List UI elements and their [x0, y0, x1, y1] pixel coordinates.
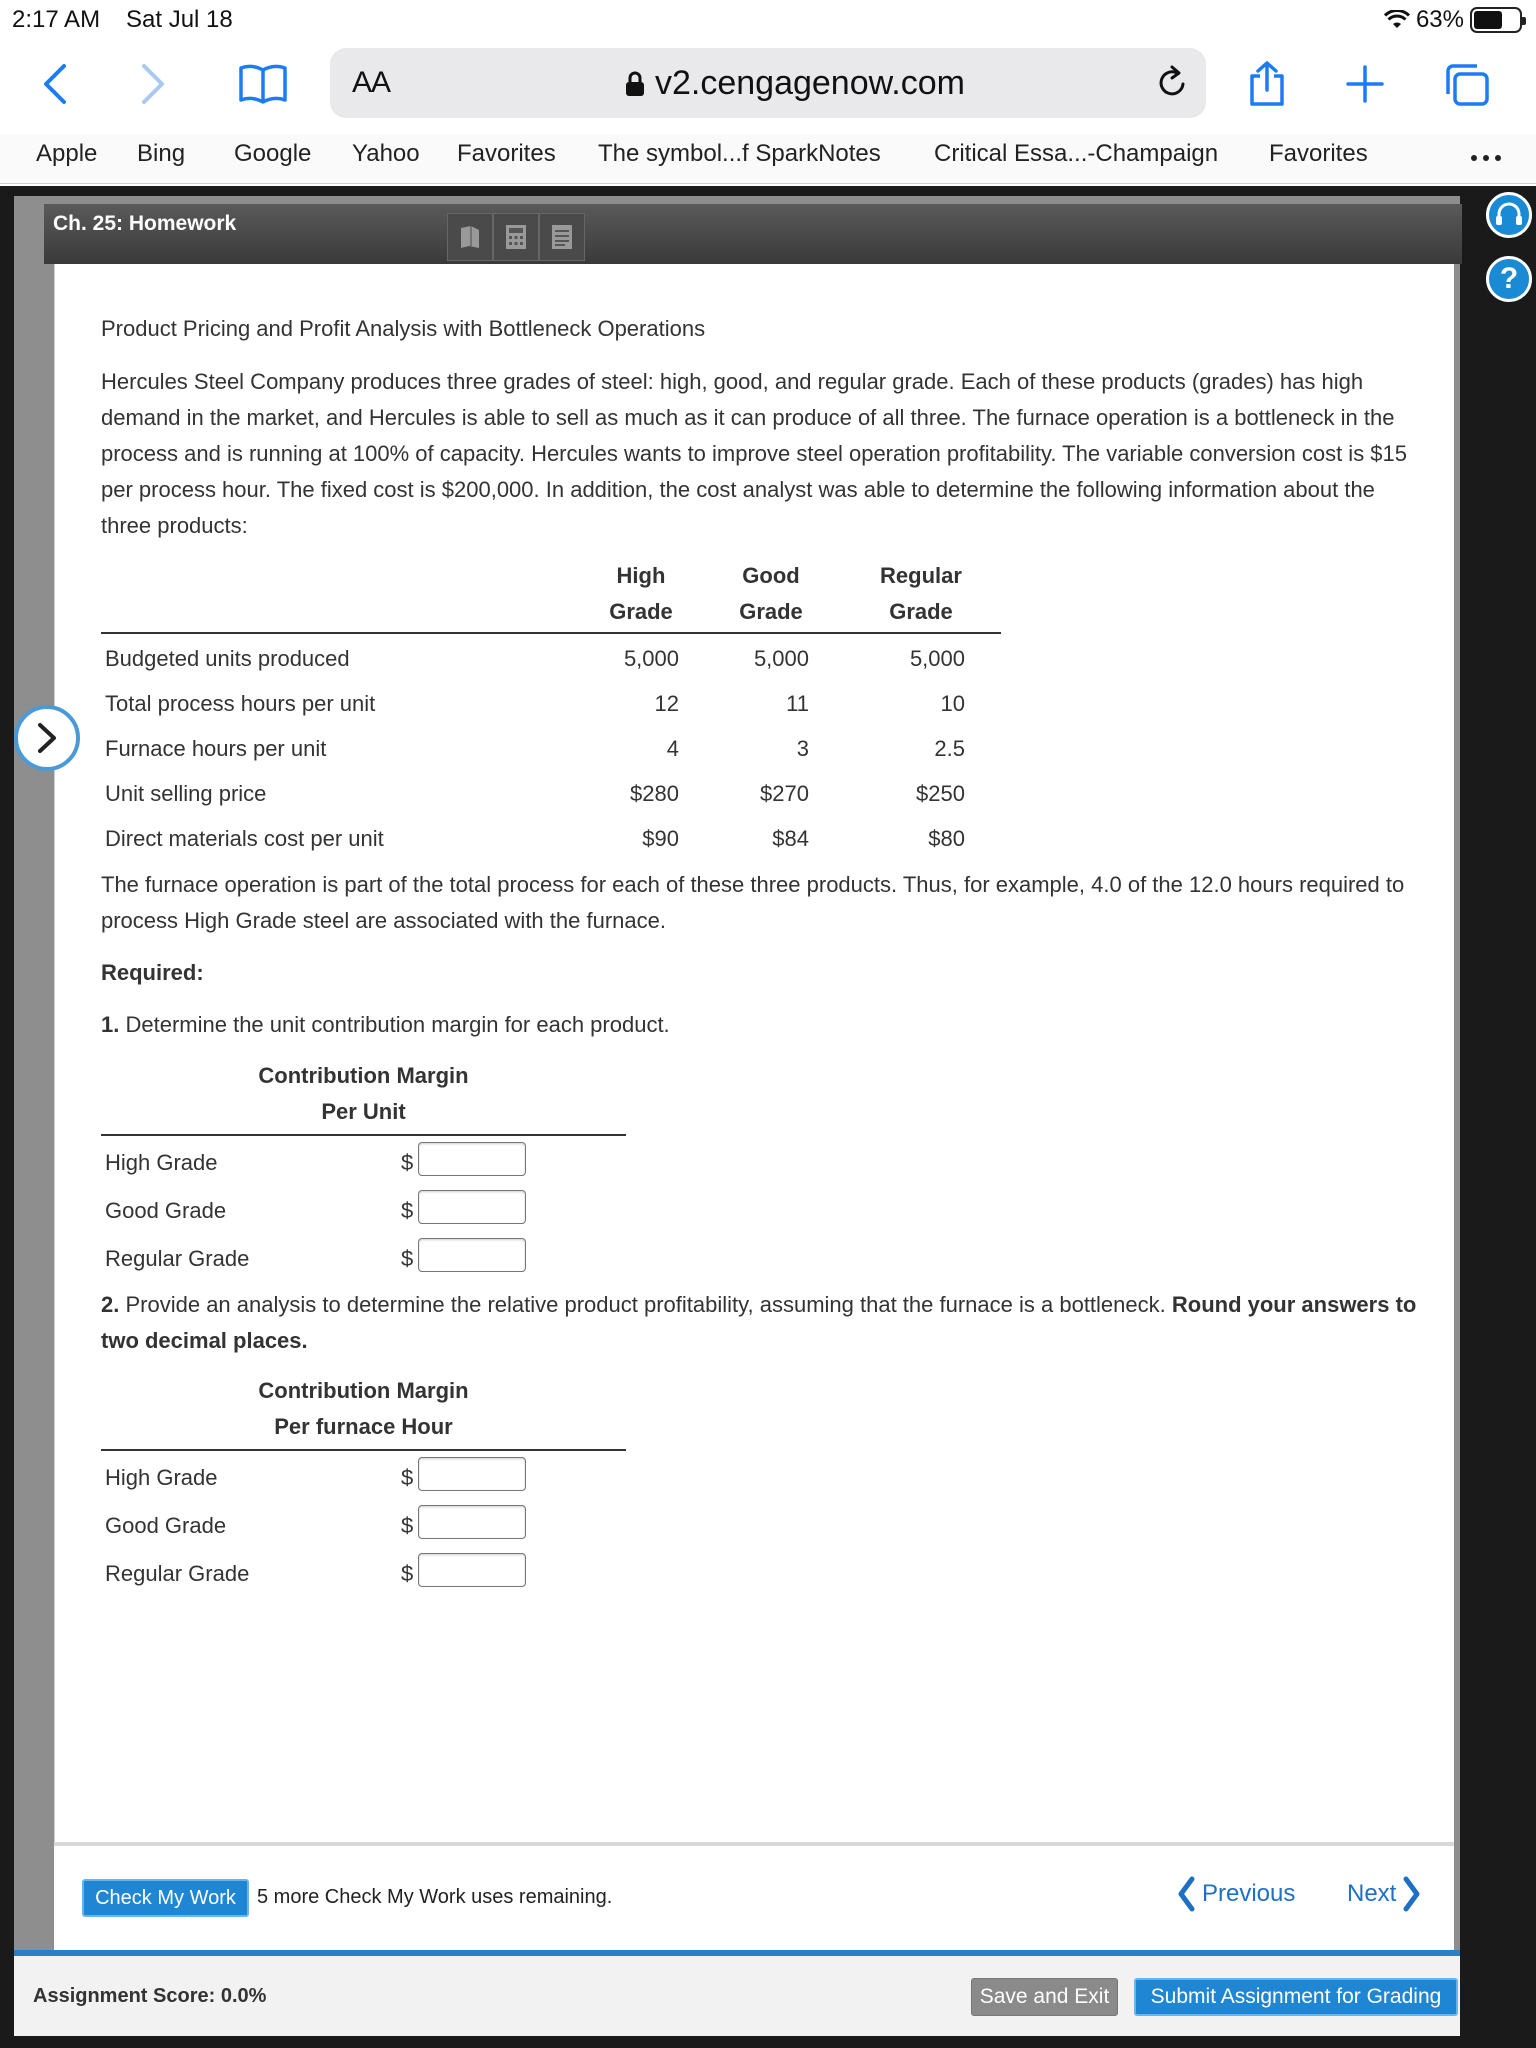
q2-answer-table — [101, 1373, 626, 1593]
back-icon[interactable] — [38, 62, 72, 106]
check-my-work-button[interactable]: Check My Work — [82, 1879, 249, 1917]
expand-panel-button[interactable] — [14, 705, 80, 771]
question-2-number: 2. — [101, 1292, 120, 1317]
required-heading: Required: — [101, 960, 204, 985]
q1-column-header: Contribution Margin Per Unit — [258, 1063, 469, 1124]
explanation-text: The furnace operation is part of the total process for each of these three products. Thus, for example, 4.0 of the 12.0 hours required to process High Grade steel are associated with the furnace. — [101, 872, 1405, 933]
more-icon[interactable] — [1470, 154, 1502, 162]
q2-regular-grade-input[interactable] — [418, 1553, 526, 1587]
chevron-left-icon — [1176, 1876, 1196, 1912]
q1-row-good-grade: Good Grade $ — [105, 1188, 625, 1236]
q1-regular-grade-input[interactable] — [418, 1238, 526, 1272]
favorite-yahoo[interactable]: Yahoo — [352, 140, 420, 167]
url-text: v2.cengagenow.com — [655, 64, 965, 102]
assignment-header — [44, 204, 1462, 264]
previous-button[interactable]: Previous — [1176, 1876, 1295, 1912]
q1-row-regular-grade: Regular Grade $ — [105, 1236, 625, 1284]
status-date: Sat Jul 18 — [126, 6, 233, 33]
status-indicators — [1384, 6, 1522, 34]
table-row: Total process hours per unit 12 11 10 — [105, 691, 965, 716]
problem-intro: Hercules Steel Company produces three grades of steel: high, good, and regular grade. Each of these products (grades) has high demand in the market, and Hercules is able to sell as much as it can produce of all three. The furnace operation is a bottleneck in the process and is running at 100% of capacity. Hercules wants to improve steel operation profitability. The variable conversion cost is $15 per process hour. The fixed cost is $200,000. In addition, the cost analyst was able to determine the following information about the three products: — [101, 369, 1408, 538]
q1-high-grade-input[interactable] — [418, 1142, 526, 1176]
question-1 — [101, 1012, 670, 1038]
help-icon[interactable]: ? — [1486, 256, 1532, 302]
q1-good-grade-input[interactable] — [418, 1190, 526, 1224]
favorite-critical-essay[interactable]: Critical Essa...-Champaign — [934, 140, 1219, 167]
table-rule — [101, 632, 1001, 634]
status-bar — [0, 0, 1536, 40]
q2-high-grade-input[interactable] — [418, 1457, 526, 1491]
q2-row-good-grade: Good Grade $ — [105, 1503, 625, 1551]
support-icon[interactable] — [1486, 192, 1532, 238]
table-row: Furnace hours per unit 4 3 2.5 — [105, 736, 965, 761]
url-display[interactable] — [625, 64, 965, 103]
battery-fill — [1474, 11, 1502, 29]
favorite-apple[interactable]: Apple — [36, 140, 98, 167]
bookmarks-icon[interactable] — [238, 64, 288, 104]
assignment-score: Assignment Score: 0.0% — [33, 1985, 267, 2007]
chevron-right-icon — [1402, 1876, 1422, 1912]
q1-answer-table — [101, 1058, 626, 1278]
problem-title: Product Pricing and Profit Analysis with Bottleneck Operations — [101, 316, 706, 341]
next-button[interactable]: Next — [1347, 1876, 1422, 1912]
question-2-rounding-note: Round your answers to two decimal places. — [101, 1292, 1417, 1353]
question-2 — [101, 1287, 1441, 1359]
favorite-favorites-2[interactable]: Favorites — [1269, 140, 1368, 167]
question-1-text: Determine the unit contribution margin for each product. — [125, 1012, 670, 1037]
chevron-right-icon — [34, 721, 60, 755]
q2-row-regular-grade: Regular Grade $ — [105, 1551, 625, 1599]
column-header-high-grade: High Grade — [609, 563, 673, 624]
forward-icon[interactable] — [136, 62, 170, 106]
lock-icon — [625, 71, 645, 97]
ebook-icon[interactable] — [447, 213, 493, 261]
header-tools — [447, 213, 585, 261]
q1-row-high-grade: High Grade $ — [105, 1140, 625, 1188]
new-tab-icon[interactable] — [1345, 64, 1385, 104]
question-2-text: Provide an analysis to determine the relative product profitability, assuming that the furnace is a bottleneck. — [125, 1292, 1166, 1317]
column-header-regular-grade: Regular Grade — [880, 563, 962, 624]
battery-icon — [1470, 7, 1522, 33]
calculator-icon[interactable] — [493, 213, 539, 261]
table-row: Budgeted units produced 5,000 5,000 5,000 — [105, 646, 965, 671]
table-row: Unit selling price $280 $270 $250 — [105, 781, 965, 806]
address-bar[interactable] — [330, 48, 1206, 118]
share-icon[interactable] — [1246, 60, 1288, 108]
submit-assignment-button[interactable]: Submit Assignment for Grading — [1134, 1978, 1458, 2016]
column-header-good-grade: Good Grade — [739, 563, 803, 624]
reader-options-button[interactable]: AA — [352, 66, 391, 99]
favorites-bar — [0, 134, 1536, 184]
favorite-bing[interactable]: Bing — [137, 140, 186, 167]
reload-icon[interactable] — [1154, 62, 1190, 102]
assignment-title: Ch. 25: Homework — [53, 212, 237, 235]
wifi-icon — [1384, 10, 1410, 30]
q2-row-high-grade: High Grade $ — [105, 1455, 625, 1503]
favorite-google[interactable]: Google — [234, 140, 312, 167]
status-time: 2:17 AM — [12, 6, 101, 33]
check-uses-remaining: 5 more Check My Work uses remaining. — [257, 1886, 613, 1908]
save-and-exit-button[interactable]: Save and Exit — [971, 1978, 1118, 2016]
favorite-sparknotes[interactable]: The symbol...f SparkNotes — [598, 140, 881, 167]
question-1-number: 1. — [101, 1012, 120, 1037]
browser-toolbar — [0, 42, 1536, 128]
battery-percent: 63% — [1415, 6, 1464, 33]
notes-icon[interactable] — [539, 213, 585, 261]
tabs-overview-icon[interactable] — [1443, 62, 1491, 108]
favorite-favorites[interactable]: Favorites — [457, 140, 556, 167]
q2-column-header: Contribution Margin Per furnace Hour — [258, 1378, 469, 1439]
q2-good-grade-input[interactable] — [418, 1505, 526, 1539]
table-row: Direct materials cost per unit $90 $84 $80 — [105, 826, 965, 851]
